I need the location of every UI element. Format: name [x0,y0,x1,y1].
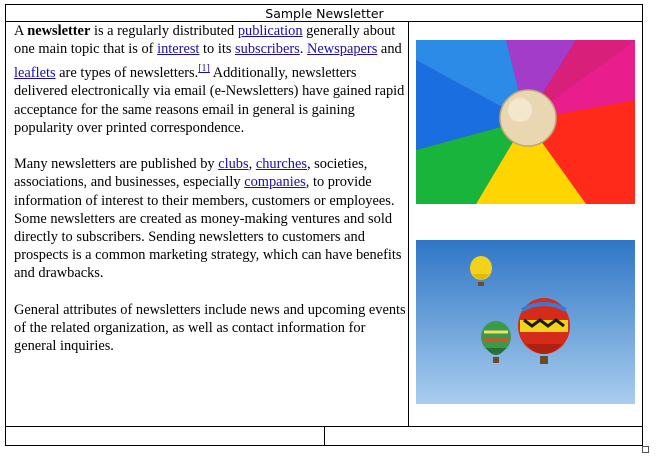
link-clubs[interactable]: clubs [218,156,249,173]
pinwheel-image [416,40,635,204]
hot-air-balloons-image [416,240,635,404]
link-interest[interactable]: interest [157,41,200,58]
table-header-title: Sample Newsletter [265,6,384,21]
link-churches[interactable]: churches [255,156,307,173]
newsletter-body-text [14,22,406,355]
link-leaflets[interactable]: leaflets [14,65,56,82]
paragraph-intro: A newsletter is a regularly distributed publication generally about one main topic that is of interest to its subscribers. Newspapers and leaflets are types of newsletters.[1] Additionally, newsletters delivered electronically via email (e-Newsletters) have gained rapid acceptance for the same reasons email in general is gaining popularity over printed correspondence. [14,23,405,136]
link-newspapers[interactable]: Newspapers [306,41,378,58]
link-companies[interactable]: companies [244,174,306,191]
link-subscribers[interactable]: subscribers [235,41,300,58]
table-resize-handle[interactable] [642,446,649,453]
link-publication[interactable]: publication [237,23,303,39]
paragraph-publishers: Many newsletters are published by clubs, churches, societies, associations, and businesses, especially companies, to provide information of interest to their members, customers or employees. Some newsletters are created as money-making ventures and sold directly to subscribers. Sending newsletters to customers and prospects is a common marketing strategy, which can have benefits and drawbacks. [14,156,402,282]
footnote-link-1[interactable]: [1] [198,63,210,75]
term-newsletter: newsletter [27,23,91,39]
paragraph-attributes: General attributes of newsletters include news and upcoming events of the related organization, as well as contact information for general inquiries. [14,301,406,355]
